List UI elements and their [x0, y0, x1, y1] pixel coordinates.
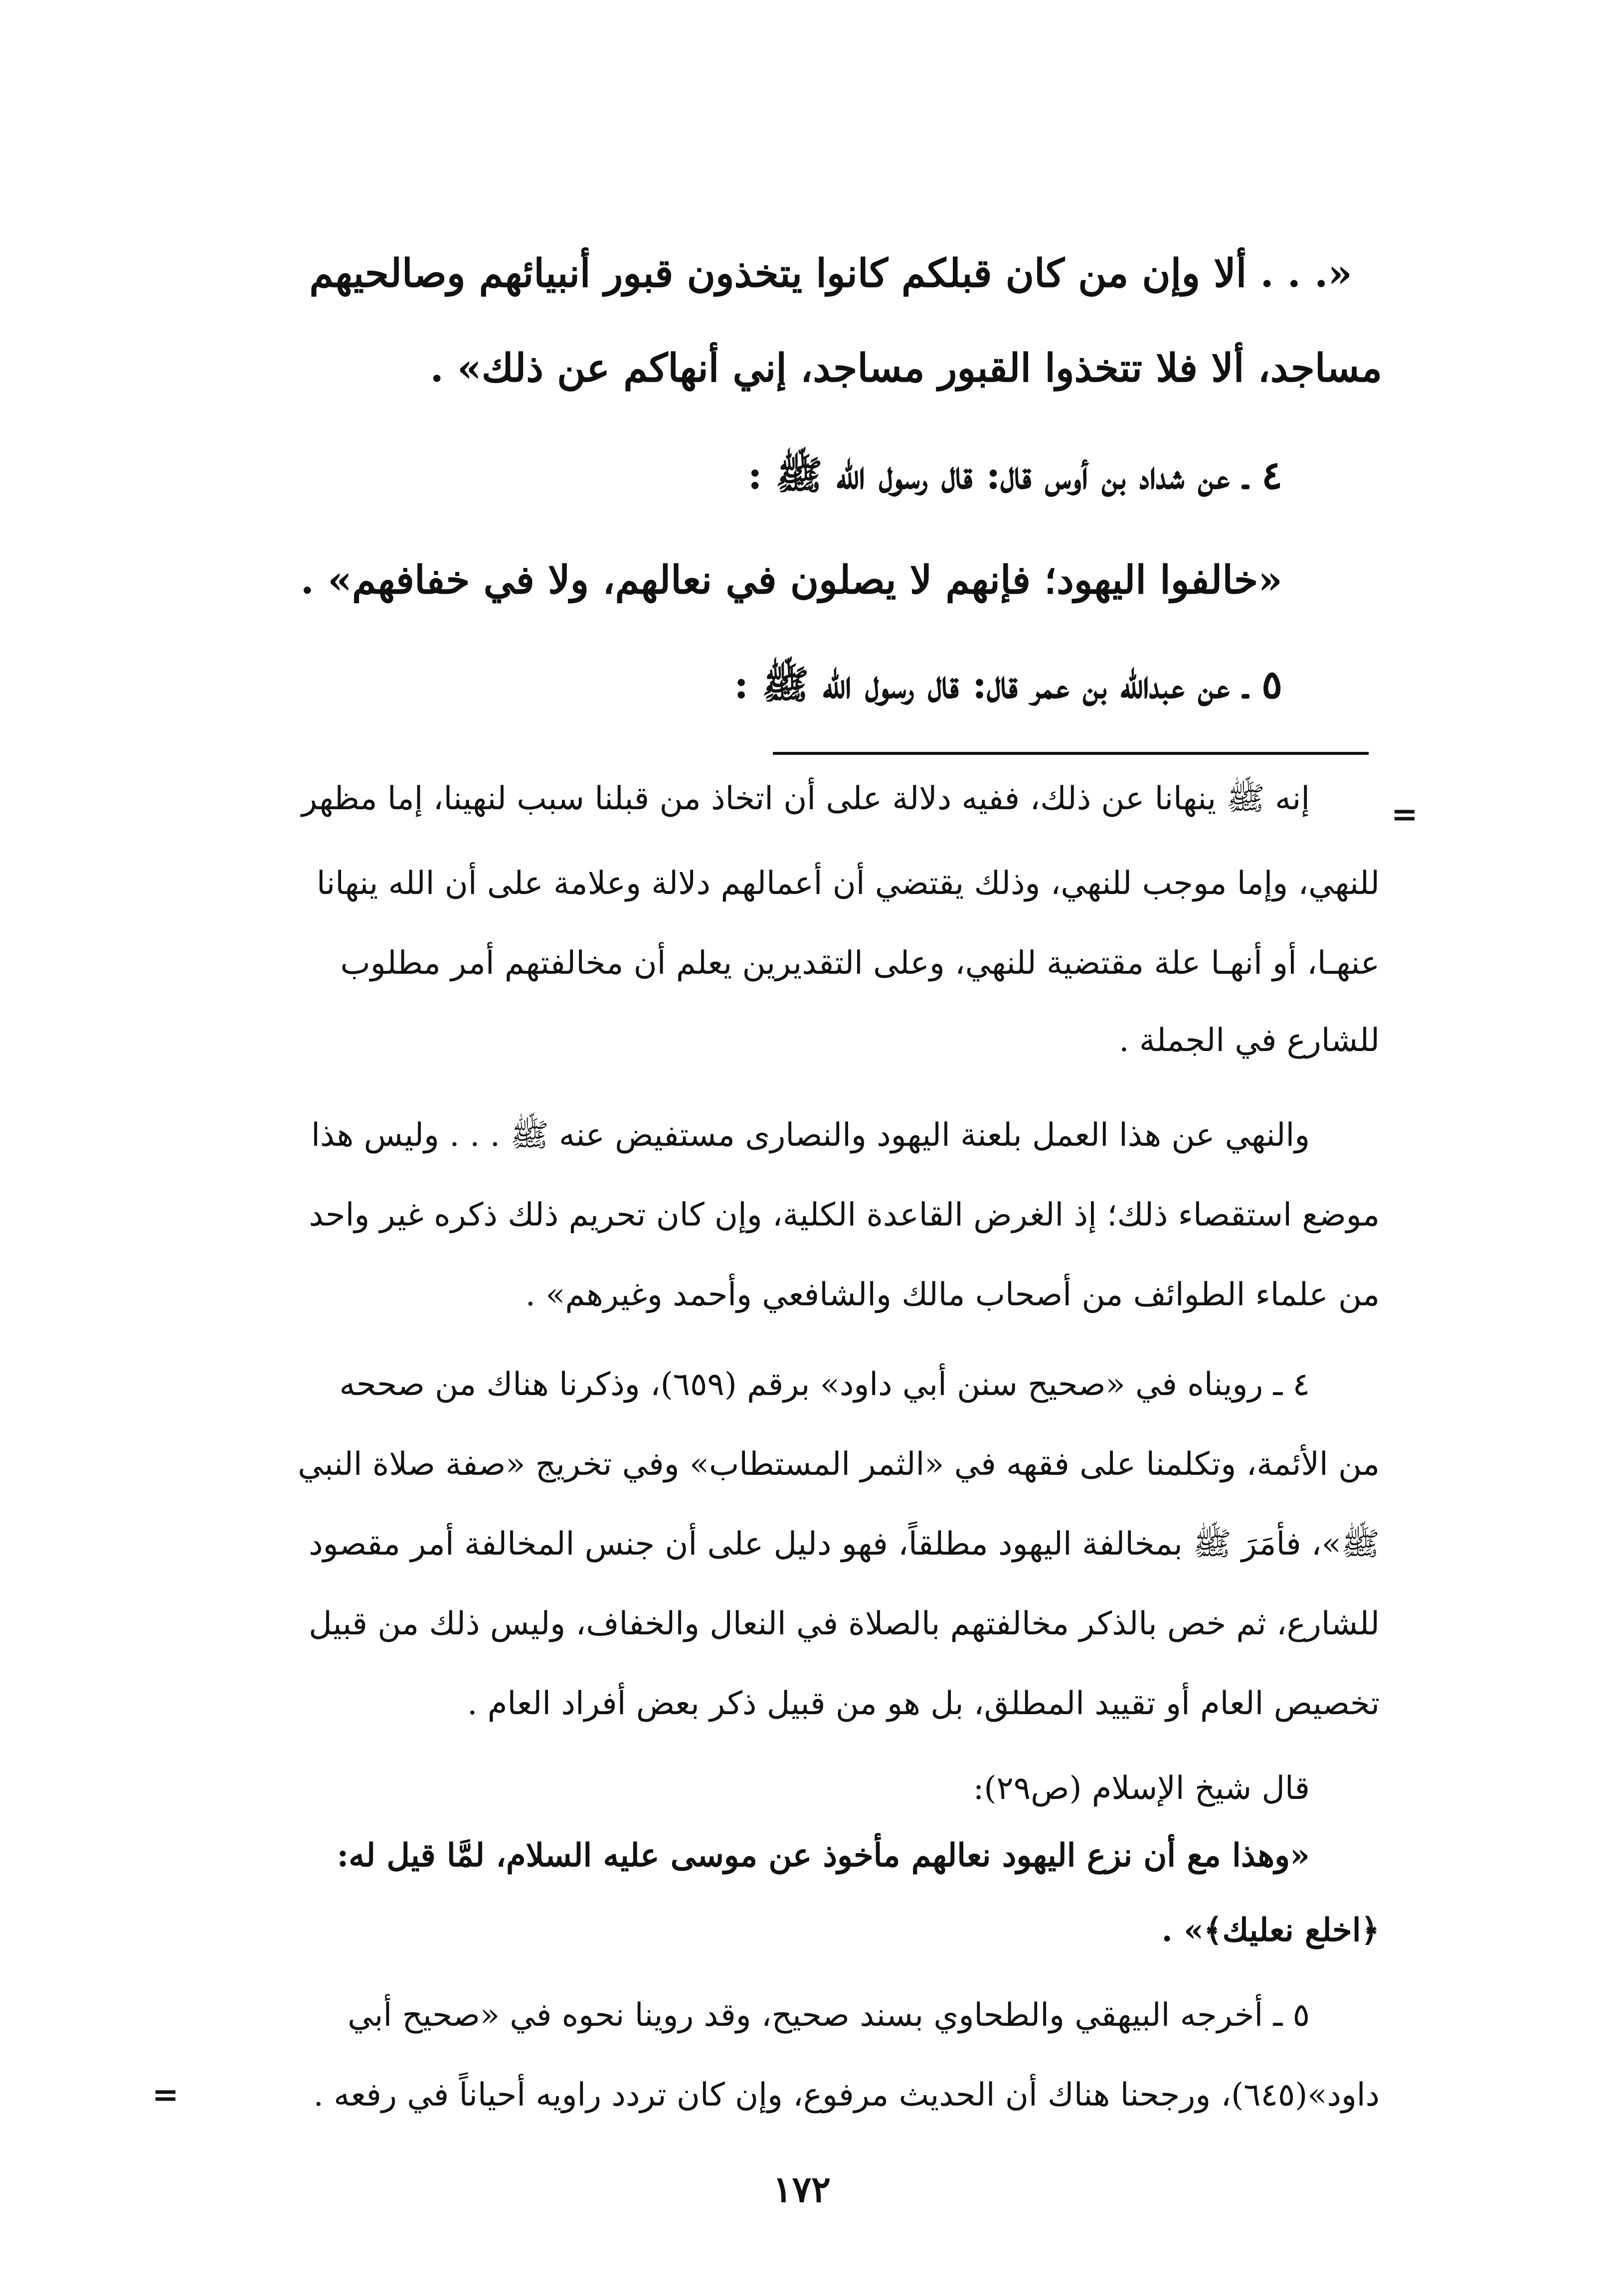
footnote-line: إنه ﷺ ينهانا عن ذلك، ففيه دلالة على أن اتخاذ من قبلنا سبب لنهينا، إما مظهر: [301, 780, 1310, 817]
footnote-line: تخصيص العام أو تقييد المطلق، بل هو من قبيل ذكر بعض أفراد العام .: [467, 1685, 1380, 1722]
main-line-2: مساجد، ألا فلا تتخذوا القبور مساجد، إني أنهاكم عن ذلك» .: [430, 346, 1382, 391]
main-line-3: ٤ ـ عن شداد بن أوس قال: قال رسول الله ﷺ :: [747, 453, 1282, 498]
footnote-line: «وهذا مع أن نزع اليهود نعالهم مأخوذ عن موسى عليه السلام، لمَّا قيل له:: [337, 1837, 1310, 1874]
footnote-line: من الأئمة، وتكلمنا على فقهه في «الثمر المستطاب» وفي تخريج «صفة صلاة النبي: [298, 1446, 1380, 1483]
footnote-line: للشارع في الجملة .: [1119, 1022, 1380, 1059]
footnote-line: موضع استقصاء ذلك؛ إذ الغرض القاعدة الكلية، وإن كان تحريم ذلك ذكره غير واحد: [309, 1197, 1380, 1234]
footnote-line: للشارع، ثم خص بالذكر مخالفتهم بالصلاة في النعال والخفاف، وليس ذلك من قبيل: [309, 1605, 1380, 1642]
footnote-line: قال شيخ الإسلام (ص٢٩):: [973, 1770, 1310, 1807]
footnote-continuation-mark: =: [1391, 796, 1418, 833]
main-line-5: ٥ ـ عن عبدالله بن عمر قال: قال رسول الله ﷺ :: [734, 662, 1282, 707]
footnote-line: ٥ ـ أخرجه البيهقي والطحاوي بسند صحيح، وقد روينا نحوه في «صحيح أبي: [348, 1997, 1310, 2034]
footnote-line: للنهي، وإما موجب للنهي، وذلك يقتضي أن أعمالهم دلالة وعلامة على أن الله ينهانا: [316, 865, 1380, 902]
footnote-line: عنهـا، أو أنهـا علة مقتضية للنهي، وعلى التقديرين يعلم أن مخالفتهم أمر مطلوب: [340, 945, 1380, 982]
footnote-line: من علماء الطوائف من أصحاب مالك والشافعي وأحمد وغيرهم» .: [525, 1276, 1380, 1313]
footnote-separator: [773, 752, 1369, 755]
footnote-line: ﷺ»، فأمَرَ ﷺ بمخالفة اليهود مطلقاً، فهو دليل على أن جنس المخالفة أمر مقصود: [309, 1526, 1380, 1563]
page-number: ١٧٢: [773, 2168, 831, 2210]
main-line-1: «. . . ألا وإن من كان قبلكم كانوا يتخذون قبور أنبيائهم وصالحيهم: [309, 251, 1352, 296]
footnote-end-mark: =: [152, 2076, 179, 2114]
footnote-line: ٤ ـ رويناه في «صحيح سنن أبي داود» برقم (٦٥٩)، وذكرنا هناك من صححه: [339, 1366, 1310, 1403]
footnote-line: داود»(٦٤٥)، ورجحنا هناك أن الحديث مرفوع، وإن كان تردد راويه أحياناً في رفعه .: [313, 2077, 1380, 2114]
main-line-4: «خالفوا اليهود؛ فإنهم لا يصلون في نعالهم، ولا في خفافهم» .: [300, 557, 1282, 603]
footnote-line: والنهي عن هذا العمل بلعنة اليهود والنصارى مستفيض عنه ﷺ . . . وليس هذا: [311, 1117, 1310, 1154]
footnote-line: ﴿اخلع نعليك﴾» .: [1161, 1912, 1380, 1949]
